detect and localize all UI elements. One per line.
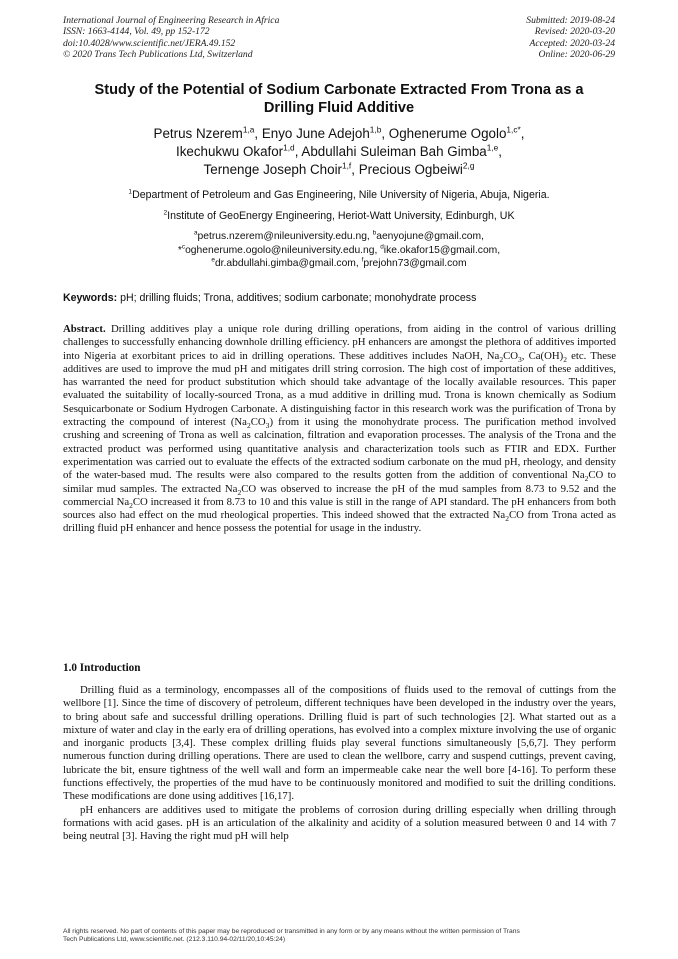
author-affiliation-mark: 1,e (486, 142, 499, 153)
journal-copyright: © 2020 Trans Tech Publications Ltd, Switzerland (63, 48, 253, 60)
affiliation-2: $^2$Institute of GeoEnergy Engineering, Heriot-Watt University, Edinburgh, UK (163, 209, 515, 222)
author-affiliation-mark: 1,d (283, 142, 295, 153)
author-line-1: Petrus Nzerem$^{1,a}$, Enyo June Adejoh$^{1,b}$, Oghenerume Ogolo$^{1,c*}$, (153, 124, 525, 141)
author-name: Ikechukwu Okafor (175, 144, 284, 159)
paper-title-line-1: Study of the Potential of Sodium Carbonate Extracted From Trona as a (94, 82, 584, 98)
copyright-footer: All rights reserved. No part of contents of this paper may be reproduced or transmitted in any form or by any means without the written permission of Trans Tech Publications Ltd, www.scientific.net. (212.3.110.94-02/11/20,10:45:24) (63, 928, 520, 944)
date-accepted: Accepted: 2020-03-24 (529, 37, 615, 49)
journal-name: International Journal of Engineering Research in Africa (63, 15, 280, 26)
email-link[interactable]: petrus.nzerem@nileuniversity.edu.ng, (197, 231, 370, 242)
affiliation-1: $^1$Department of Petroleum and Gas Engineering, Nile University of Nigeria, Abuja, Nigeria. (128, 188, 550, 201)
paragraph: pH enhancers are additives used to mitigate the problems of corrosion during drilling especially when drilling through formations with acid gases. pH is an articulation of the alkalinity and acidity of a solution measured between 0 and 14 with 7 being neutral [3]. Having the right mud pH will help (63, 803, 616, 843)
author-name: Abdullahi Suleiman Bah Gimba (301, 144, 487, 159)
email-link[interactable]: dr.abdullahi.gimba@gmail.com, (214, 258, 359, 270)
paper-title-line-2: Drilling Fluid Additive (263, 99, 415, 116)
paper-title (40, 82, 638, 118)
email-line-2: *$^c$oghenerume.ogolo@nileuniversity.edu.ng, $^d$ike.okafor15@gmail.com, (177, 243, 501, 256)
author-affiliation-mark: 1,c* (506, 124, 521, 135)
author-affiliation-mark: 1,b (369, 124, 382, 135)
keywords (63, 292, 619, 305)
email-link[interactable]: oghenerume.ogolo@nileuniversity.edu.ng, (185, 244, 378, 256)
email-link[interactable]: aenyojune@gmail.com, (376, 231, 484, 242)
introduction-body (63, 684, 616, 844)
author-name: Petrus Nzerem (153, 126, 243, 141)
author-emails (40, 230, 638, 271)
author-name: Ternenge Joseph Choir (203, 162, 343, 177)
author-name: Oghenerume Ogolo (388, 126, 507, 141)
author-name: Precious Ogbeiwi (358, 162, 463, 177)
section-heading-introduction: 1.0 Introduction (63, 662, 141, 674)
author-affiliation-mark: 1,a (242, 124, 255, 135)
date-submitted: Submitted: 2019-08-24 (526, 15, 615, 26)
date-online: Online: 2020-06-29 (538, 48, 615, 60)
author-list (40, 125, 638, 179)
abstract: Abstract. Drilling additives play a unique role during drilling operations, from aiding in the control of various drilling challenges to successfully enhancing downhole drilling efficiency. pH enhancers are amongst the plethora of additives imported into Nigeria at exorbitant prices to aid in drilling operations. These additives includes NaOH, $Na_2CO_3$, $Ca(OH)_2$ etc. These additives are used to improve the mud pH and mitigates drill string corrosion. The high cost of importation of these additives, has warranted the need for product substitution which should take advantage of the locally available resources. This paper evaluated the suitability of locally-sourced Trona, as a mud additive in drilling mud. Trona is known chemically as Sodium Sesquicarbonate or Sodium Hydrogen Carbonate. A distinguishing factor in this research work was the purification of Trona by extracting the compound of interest $(Na_2CO_3)$ from it using the monohydrate process. The purification method involved crushing and screening of Trona as well as calcination, filtration and evaporation processes. The analysis of the Trona and the extracted product was performed using quantitative analysis and characterization tools such as FTIR and EDX. Further experimentation was carried out to evaluate the effects of the extracted sodium carbonate on the mud pH, rheology, and density of the water-based mud. The results were also compared to the results gotten from the addition of conventional $Na_2CO$ to similar mud samples. The extracted $Na_2CO$ was observed to increase the pH of the mud samples from 8.73 to 9.52 and the commercial $Na_2CO$ increased it from 8.73 to 10 and this value is still in the range of API standard. The pH enhancers from both sources also had effect on the mud rheological properties. This indeed showed that the extracted $Na_2CO$ from Trona acted as drilling fluid pH enhancer and hence possess the potential for usage in the industry. (63, 323, 616, 535)
keywords-text: pH; drilling fluids; Trona, additives; sodium carbonate; monohydrate process (117, 292, 477, 304)
email-link[interactable]: ike.okafor15@gmail.com, (383, 244, 501, 256)
author-affiliation-mark: 2,g (462, 160, 475, 171)
author-line-3: Ternenge Joseph Choir$^{1,f}$, Precious Ogbeiwi$^{2,g}$ (203, 160, 475, 177)
email-line-1: $^a$petrus.nzerem@nileuniversity.edu.ng, $^b$aenyojune@gmail.com, (194, 229, 484, 242)
author-affiliation-mark: 1,f (342, 160, 352, 171)
author-name: Enyo June Adejoh (261, 126, 370, 141)
journal-header-right (526, 15, 615, 60)
abstract-label: Abstract. (63, 323, 106, 335)
email-link[interactable]: prejohn73@gmail.com (363, 258, 467, 270)
email-line-3: $^e$dr.abdullahi.gimba@gmail.com, $^f$prejohn73@gmail.com (211, 256, 467, 270)
journal-header-left (63, 15, 279, 60)
paragraph: Drilling fluid as a terminology, encompasses all of the compositions of fluids used to the removal of cuttings from the wellbore [1]. Since the time of discovery of petroleum, different techniques have been developed in the industry over the years, to bring about safe and successful drilling operations. Drilling fluid is part of such technologies [2]. What started out as a mixture of water and clay in the early era of drilling operations, has evolved into a complex mixture involving the use of organic and inorganic products [3,4]. These complex drilling fluids play several functions simultaneously [5,6,7]. They perform numerous function during drilling operations. There are used to clean the wellbore, carry and suspend cuttings, prevent caving, lubricate the bit, ensure tightness of the well wall and form an impermeable cake near the well bore [4-16]. To perform these functions effectively, the properties of the mud have to be continuously monitored and modified to suit the drilling conditions. These modifications are done using additives [16,17]. (63, 684, 616, 803)
journal-issn: ISSN: 1663-4144, Vol. 49, pp 152-172 (63, 26, 210, 38)
author-line-2: Ikechukwu Okafor$^{1,d}$, Abdullahi Suleiman Bah Gimba$^{1,e}$, (175, 142, 503, 159)
date-revised: Revised: 2020-03-20 (534, 26, 615, 38)
keywords-label: Keywords: (63, 292, 118, 304)
journal-doi[interactable]: doi:10.4028/www.scientific.net/JERA.49.152 (63, 37, 236, 49)
